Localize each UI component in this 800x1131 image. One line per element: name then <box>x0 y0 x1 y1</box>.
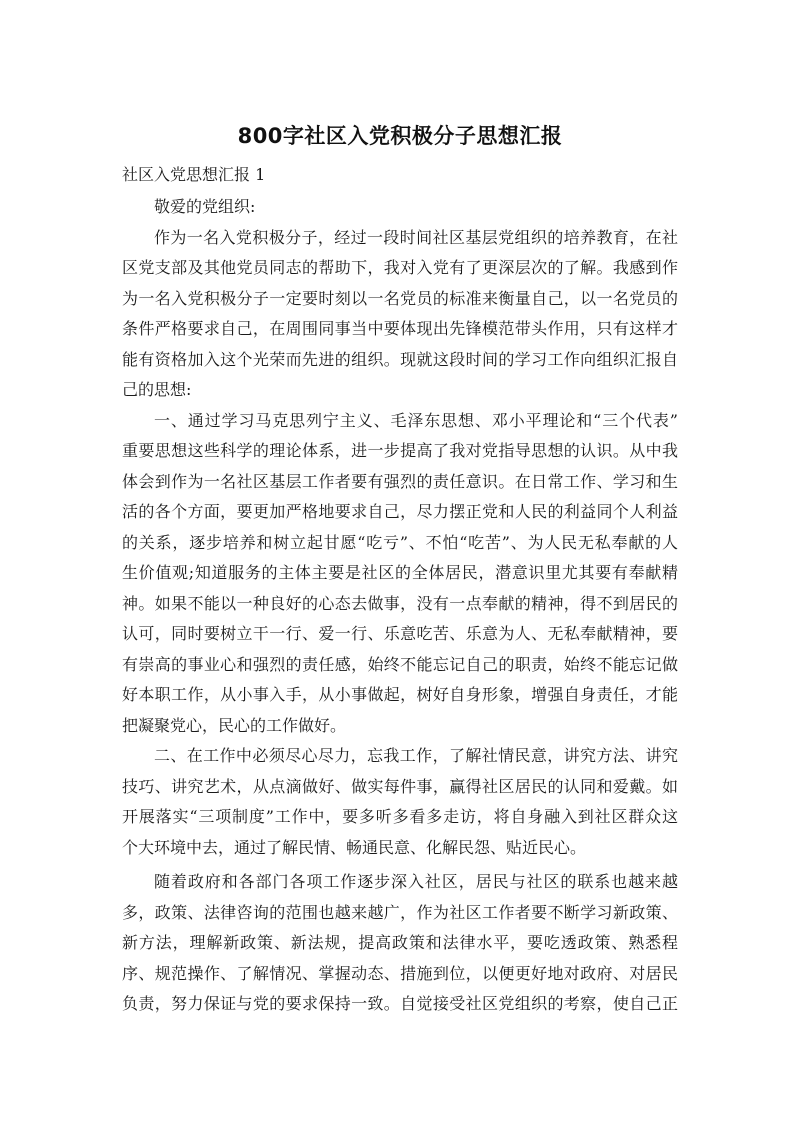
paragraph-1 <box>122 223 678 406</box>
text-line: 把凝聚党心，民心的工作做好。 <box>122 715 347 735</box>
text-line: 认可，同时要树立干一行、爱一行、乐意吃苦、乐意为人、无私奉献精神，要 <box>122 624 678 643</box>
text-line: 神。如果不能以一种良好的心态去做事，没有一点奉献的精神，得不到居民的 <box>122 593 678 613</box>
text-line: 序、规范操作、了解情况、掌握动态、措施到位，以便更好地对政府、对居民 <box>122 963 678 983</box>
text-line: 随着政府和各部门各项工作逐步深入社区，居民与社区的联系也越来越 <box>154 872 678 891</box>
paragraph-4 <box>122 867 678 1020</box>
text-line: 技巧、讲究艺术，从点滴做好、做实每件事，赢得社区居民的认同和爱戴。如 <box>122 776 678 796</box>
text-line: 个大环境中去，通过了解民情、畅通民意、化解民怨、贴近民心。 <box>122 837 587 857</box>
text-line: 有崇高的事业心和强烈的责任感，始终不能忘记自己的职责，始终不能忘记做 <box>122 654 678 674</box>
text-line: 条件严格要求自己，在周围同事当中要体现出先锋模范带头作用，只有这样才 <box>122 319 678 338</box>
document-body <box>122 192 678 1020</box>
text-line: 负责，努力保证与党的要求保持一致。自觉接受社区党组织的考察，使自己正 <box>122 994 678 1013</box>
document-title: 800字社区入党积极分子思想汇报 <box>237 124 563 148</box>
paragraph-3 <box>122 741 678 863</box>
text-line: 区党支部及其他党员同志的帮助下，我对入党有了更深层次的了解。我感到作 <box>122 258 678 277</box>
salutation: 敬爱的党组织: <box>154 197 256 216</box>
text-line: 作为一名入党积极分子，经过一段时间社区基层党组织的培养教育，在社 <box>154 227 678 247</box>
text-line: 生价值观;知道服务的主体主要是社区的全体居民，潜意识里尤其要有奉献精 <box>122 563 678 582</box>
text-line: 的关系，逐步培养和树立起甘愿“吃亏”、不怕“吃苦”、为人民无私奉献的人 <box>122 532 678 552</box>
text-line: 体会到作为一名社区基层工作者要有强烈的责任意识。在日常工作、学习和生 <box>122 471 678 491</box>
text-line: 重要思想这些科学的理论体系，进一步提高了我对党指导思想的认识。从中我 <box>122 441 678 460</box>
text-line: 开展落实“三项制度”工作中，要多听多看多走访，将自身融入到社区群众这 <box>122 807 678 826</box>
text-line: 好本职工作，从小事入手，从小事做起，树好自身形象，增强自身责任，才能 <box>122 685 678 704</box>
document-subtitle: 社区入党思想汇报 1 <box>122 165 266 184</box>
text-line: 多，政策、法律咨询的范围也越来越广，作为社区工作者要不断学习新政策、 <box>122 902 678 922</box>
text-line: 新方法，理解新政策、新法规，提高政策和法律水平，要吃透政策、熟悉程 <box>122 933 678 952</box>
paragraph-2 <box>122 406 678 742</box>
text-line: 能有资格加入这个光荣而先进的组织。现就这段时间的学习工作向组织汇报自 <box>122 349 678 369</box>
text-line: 一、通过学习马克思列宁主义、毛泽东思想、邓小平理论和“三个代表” <box>154 410 678 430</box>
text-line: 二、在工作中必须尽心尽力，忘我工作，了解社情民意，讲究方法、讲究 <box>154 746 678 765</box>
text-line: 为一名入党积极分子一定要时刻以一名党员的标准来衡量自己，以一名党员的 <box>122 288 678 308</box>
text-line: 活的各个方面，要更加严格地要求自己，尽力摆正党和人民的利益同个人利益 <box>122 502 678 521</box>
text-line: 己的思想: <box>122 380 192 399</box>
